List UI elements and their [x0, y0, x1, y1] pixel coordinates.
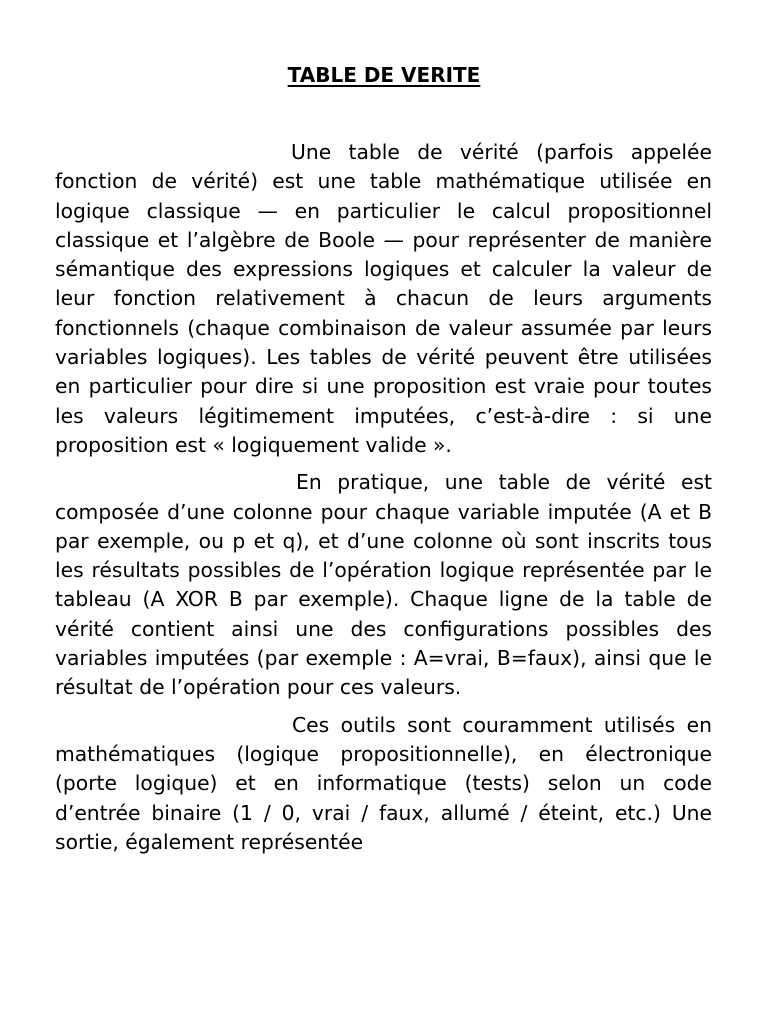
paragraph-practice: En pratique, une table de vérité est composée d’une colonne pour chaque variable imputée (A et B par exemple, ou p et q), et d’une colonne où sont inscrits tous les résultats possibles de l’opération logique représentée par le tableau (A XOR B par exemple). Chaque ligne de la table de vérité contient ainsi une des configurations possibles des variables imputées (par exemple : A=vrai, B=faux), ainsi que le résultat de l’opération pour ces valeurs. — [55, 470, 712, 700]
document-body — [55, 138, 712, 865]
document-title: TABLE DE VERITE — [287, 63, 481, 87]
paragraph-definition: Une table de vérité (parfois appelée fonction de vérité) est une table mathématique utilisée en logique classique — en particulier le calcul propositionnel classique et l’algèbre de Boole — pour représenter de manière sémantique des expressions logiques et calculer la valeur de leur fonction relativement à chacun de leurs arguments fonctionnels (chaque combinaison de valeur assumée par leurs variables logiques). Les tables de vérité peuvent être utilisées en particulier pour dire si une proposition est vraie pour toutes les valeurs légitimement imputées, c’est-à-dire : si une proposition est « logiquement valide ». — [55, 140, 712, 457]
paragraph-uses: Ces outils sont couramment utilisés en mathématiques (logique propositionnelle), en électronique (porte logique) et en informatique (tests) selon un code d’entrée binaire (1 / 0, vrai / faux, allumé / éteint, etc.) Une sortie, également représentée — [55, 712, 712, 854]
